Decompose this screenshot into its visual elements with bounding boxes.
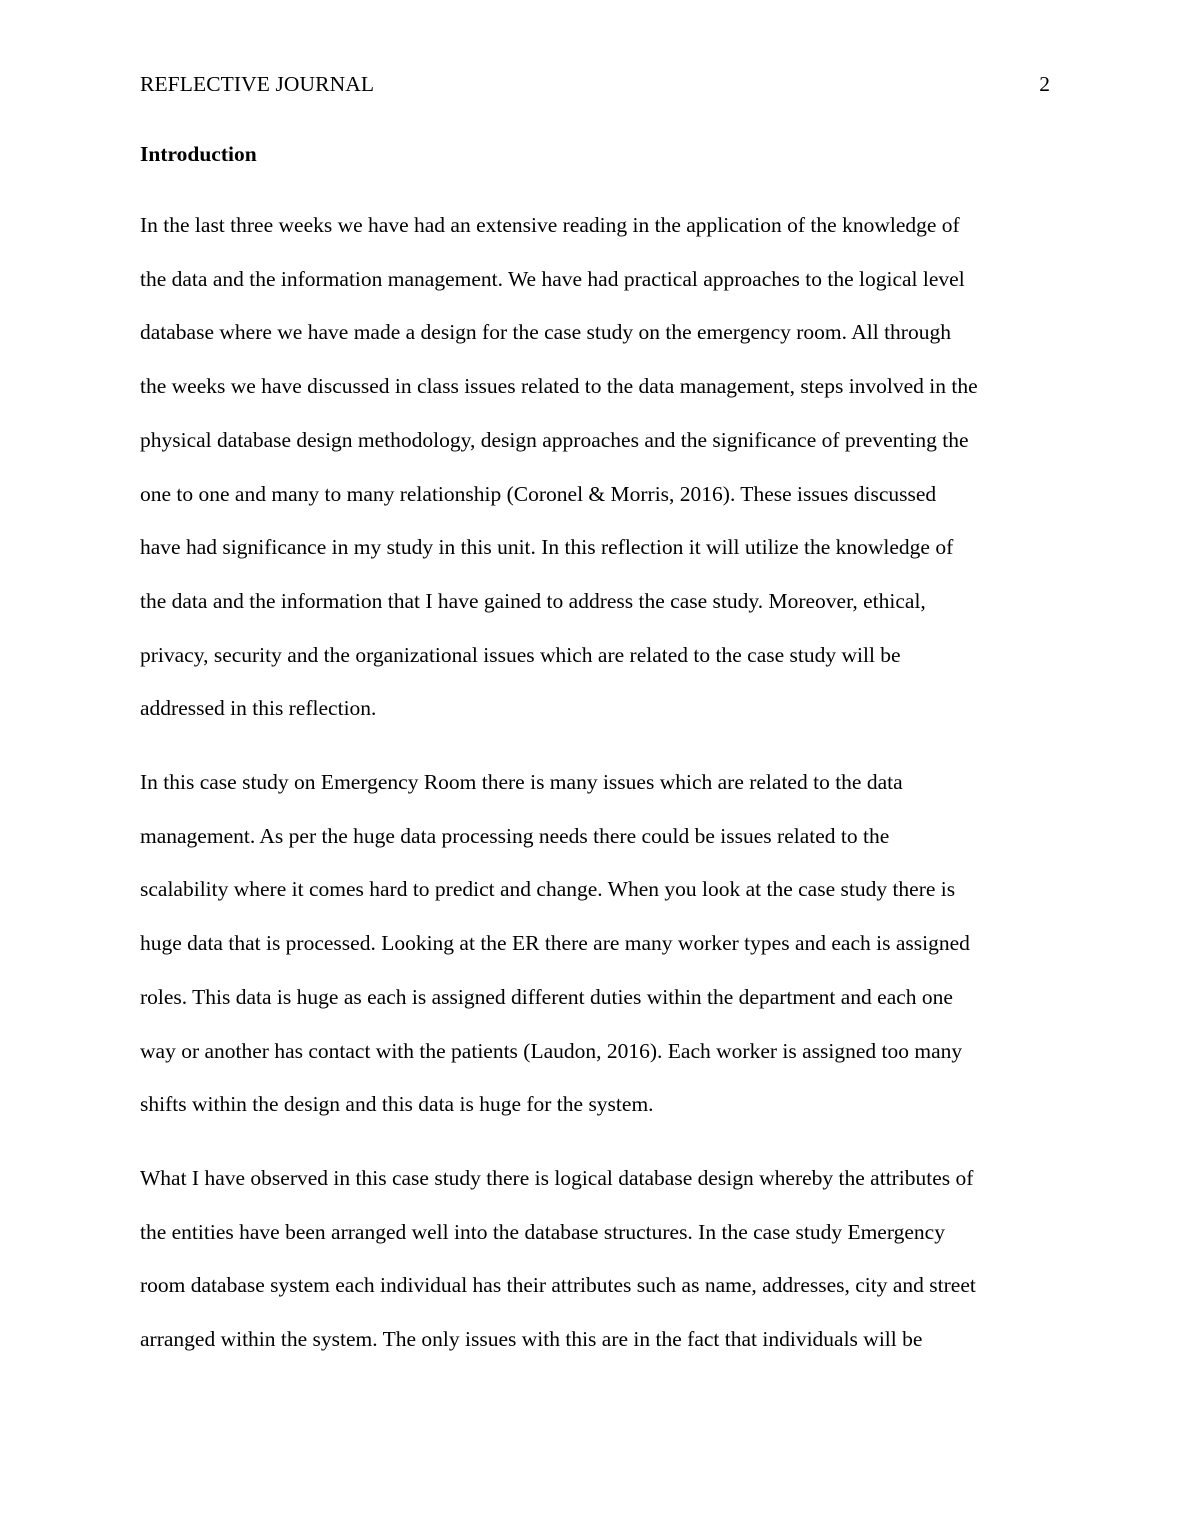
- text-line: the data and the information management. We have had practical approaches to the logical level: [140, 266, 965, 291]
- text-line: addressed in this reflection.: [140, 696, 377, 721]
- paragraph-1: [140, 199, 1055, 736]
- paragraph-3: [140, 1152, 1055, 1367]
- text-line: scalability where it comes hard to predict and change. When you look at the case study there is: [140, 877, 956, 902]
- text-line: have had significance in my study in this unit. In this reflection it will utilize the knowledge of: [140, 535, 954, 560]
- text-line: room database system each individual has their attributes such as name, addresses, city and street: [140, 1273, 976, 1298]
- paragraph-2: [140, 756, 1055, 1132]
- text-line: management. As per the huge data processing needs there could be issues related to the: [140, 823, 890, 848]
- text-line: way or another has contact with the patients (Laudon, 2016). Each worker is assigned too many: [140, 1038, 963, 1063]
- body-text: [140, 199, 1055, 1387]
- text-line: arranged within the system. The only issues with this are in the fact that individuals will be: [140, 1327, 923, 1352]
- section-heading: Introduction: [140, 142, 257, 166]
- text-line: What I have observed in this case study there is logical database design whereby the attributes of: [140, 1165, 974, 1190]
- text-line: database where we have made a design for the case study on the emergency room. All through: [140, 320, 951, 345]
- text-line: privacy, security and the organizational issues which are related to the case study will be: [140, 642, 901, 667]
- text-line: roles. This data is huge as each is assigned different duties within the department and each one: [140, 984, 953, 1009]
- text-line: the data and the information that I have gained to address the case study. Moreover, ethical,: [140, 588, 926, 613]
- text-line: shifts within the design and this data is huge for the system.: [140, 1092, 654, 1117]
- text-line: huge data that is processed. Looking at the ER there are many worker types and each is assigned: [140, 931, 970, 956]
- text-line: the weeks we have discussed in class issues related to the data management, steps involved in the: [140, 374, 978, 399]
- text-line: In the last three weeks we have had an extensive reading in the application of the knowledge of: [140, 213, 960, 237]
- running-head: REFLECTIVE JOURNAL: [140, 72, 375, 96]
- page-number: 2: [1039, 72, 1050, 96]
- text-line: In this case study on Emergency Room there is many issues which are related to the data: [140, 770, 903, 795]
- text-line: one to one and many to many relationship (Coronel & Morris, 2016). These issues discussed: [140, 481, 937, 506]
- text-line: physical database design methodology, design approaches and the significance of preventing the: [140, 427, 969, 452]
- text-line: the entities have been arranged well into the database structures. In the case study Emergency: [140, 1219, 945, 1244]
